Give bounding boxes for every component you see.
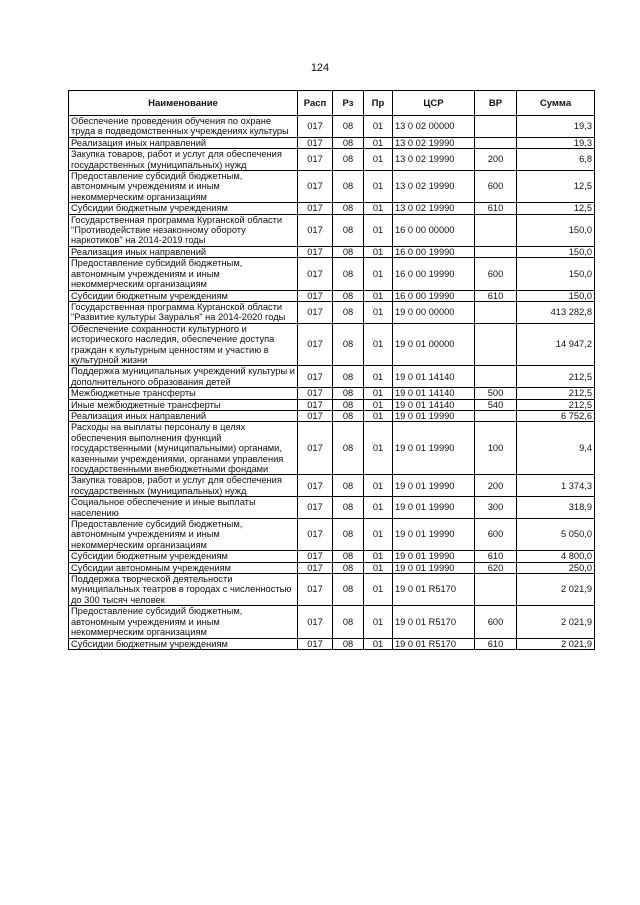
cell-name: Межбюджетные трансферты: [69, 388, 298, 399]
cell-rasp: 017: [298, 399, 333, 410]
cell-rz: 08: [333, 301, 364, 323]
cell-vr: 100: [475, 422, 517, 475]
cell-rasp: 017: [298, 246, 333, 257]
table-row: [69, 422, 595, 475]
cell-sum: 2 021,9: [517, 638, 595, 649]
cell-rz: 08: [333, 497, 364, 519]
cell-name: Субсидии бюджетным учреждениям: [69, 203, 298, 214]
cell-rasp: 017: [298, 258, 333, 290]
column-header-rasp: Расп: [298, 91, 333, 116]
cell-pr: 01: [364, 475, 393, 497]
cell-pr: 01: [364, 301, 393, 323]
cell-sum: 19,3: [517, 116, 595, 138]
cell-rz: 08: [333, 388, 364, 399]
cell-name: Обеспечение проведения обучения по охране труда в подведомственных учреждениях культуры: [69, 116, 298, 138]
cell-csr: 19 0 01 R5170: [393, 606, 475, 638]
cell-vr: 600: [475, 171, 517, 203]
cell-sum: 14 947,2: [517, 323, 595, 366]
cell-name: Государственная программа Курганской области "Противодействие незаконному обороту наркотиков" на 2014-2019 годы: [69, 214, 298, 246]
cell-csr: 19 0 01 14140: [393, 366, 475, 388]
table-row: [69, 399, 595, 410]
cell-name: Государственная программа Курганской области "Развитие культуры Зауралья" на 2014-2020 годы: [69, 301, 298, 323]
cell-rasp: 017: [298, 562, 333, 573]
cell-sum: 12,5: [517, 171, 595, 203]
cell-rz: 08: [333, 574, 364, 606]
cell-name: Закупка товаров, работ и услуг для обеспечения государственных (муниципальных) нужд: [69, 475, 298, 497]
table-row: [69, 246, 595, 257]
table-row: [69, 301, 595, 323]
cell-name: Расходы на выплаты персоналу в целях обеспечения выполнения функций государственными (муниципальными) органами, казенными учреждениями, органами управления государственными внебюджетными фондами: [69, 422, 298, 475]
cell-rz: 08: [333, 290, 364, 301]
cell-name: Предоставление субсидий бюджетным, автономным учреждениям и иным некоммерческим организациям: [69, 606, 298, 638]
cell-csr: 19 0 01 14140: [393, 388, 475, 399]
cell-name: Поддержка творческой деятельности муниципальных театров в городах с численностью до 300 тысяч человек: [69, 574, 298, 606]
cell-csr: 19 0 01 19990: [393, 519, 475, 551]
table-header-row: [69, 91, 595, 116]
cell-rz: 08: [333, 258, 364, 290]
table-row: [69, 149, 595, 171]
cell-csr: 19 0 01 19990: [393, 422, 475, 475]
cell-pr: 01: [364, 562, 393, 573]
cell-vr: 610: [475, 203, 517, 214]
cell-rasp: 017: [298, 301, 333, 323]
column-header-name: Наименование: [69, 91, 298, 116]
cell-sum: 212,5: [517, 366, 595, 388]
cell-vr: 300: [475, 497, 517, 519]
cell-rasp: 017: [298, 388, 333, 399]
cell-pr: 01: [364, 214, 393, 246]
cell-name: Закупка товаров, работ и услуг для обеспечения государственных (муниципальных) нужд: [69, 149, 298, 171]
table-row: [69, 366, 595, 388]
cell-rz: 08: [333, 519, 364, 551]
cell-sum: 1 374,3: [517, 475, 595, 497]
cell-vr: 540: [475, 399, 517, 410]
cell-rasp: 017: [298, 497, 333, 519]
cell-rz: 08: [333, 551, 364, 562]
cell-pr: 01: [364, 574, 393, 606]
cell-vr: 600: [475, 519, 517, 551]
table-body: [69, 116, 595, 650]
table-row: [69, 551, 595, 562]
cell-vr: [475, 410, 517, 421]
cell-pr: 01: [364, 638, 393, 649]
cell-sum: 150,0: [517, 246, 595, 257]
cell-pr: 01: [364, 422, 393, 475]
cell-csr: 19 0 01 14140: [393, 399, 475, 410]
cell-vr: [475, 323, 517, 366]
cell-vr: 600: [475, 606, 517, 638]
table-row: [69, 258, 595, 290]
table-row: [69, 519, 595, 551]
cell-vr: [475, 246, 517, 257]
cell-name: Социальное обеспечение и иные выплаты населению: [69, 497, 298, 519]
table-row: [69, 137, 595, 148]
cell-rasp: 017: [298, 116, 333, 138]
cell-name: Реализация иных направлений: [69, 410, 298, 421]
cell-rz: 08: [333, 137, 364, 148]
cell-rz: 08: [333, 149, 364, 171]
cell-pr: 01: [364, 116, 393, 138]
cell-rasp: 017: [298, 638, 333, 649]
cell-csr: 19 0 01 19990: [393, 475, 475, 497]
cell-csr: 16 0 00 19990: [393, 290, 475, 301]
budget-table: [68, 90, 595, 650]
cell-pr: 01: [364, 149, 393, 171]
cell-pr: 01: [364, 519, 393, 551]
cell-pr: 01: [364, 323, 393, 366]
cell-pr: 01: [364, 388, 393, 399]
cell-rasp: 017: [298, 214, 333, 246]
cell-sum: 150,0: [517, 290, 595, 301]
cell-sum: 19,3: [517, 137, 595, 148]
cell-pr: 01: [364, 606, 393, 638]
cell-csr: 19 0 01 19990: [393, 562, 475, 573]
cell-pr: 01: [364, 399, 393, 410]
cell-sum: 212,5: [517, 388, 595, 399]
table-row: [69, 475, 595, 497]
cell-pr: 01: [364, 203, 393, 214]
cell-name: Предоставление субсидий бюджетным, автономным учреждениям и иным некоммерческим организациям: [69, 258, 298, 290]
cell-rasp: 017: [298, 323, 333, 366]
cell-name: Предоставление субсидий бюджетным, автономным учреждениям и иным некоммерческим организациям: [69, 171, 298, 203]
cell-name: Субсидии бюджетным учреждениям: [69, 638, 298, 649]
cell-csr: 13 0 02 19990: [393, 137, 475, 148]
cell-name: Субсидии автономным учреждениям: [69, 562, 298, 573]
cell-sum: 6 752,6: [517, 410, 595, 421]
cell-rz: 08: [333, 366, 364, 388]
column-header-rz: Рз: [333, 91, 364, 116]
cell-csr: 13 0 02 19990: [393, 171, 475, 203]
table-row: [69, 290, 595, 301]
cell-csr: 19 0 01 19990: [393, 497, 475, 519]
cell-rasp: 017: [298, 551, 333, 562]
cell-rz: 08: [333, 203, 364, 214]
table-row: [69, 606, 595, 638]
cell-pr: 01: [364, 366, 393, 388]
table-row: [69, 171, 595, 203]
cell-sum: 413 282,8: [517, 301, 595, 323]
cell-csr: 19 0 01 00000: [393, 323, 475, 366]
cell-rz: 08: [333, 171, 364, 203]
cell-csr: 16 0 00 19990: [393, 258, 475, 290]
cell-rasp: 017: [298, 410, 333, 421]
cell-pr: 01: [364, 410, 393, 421]
cell-rz: 08: [333, 638, 364, 649]
cell-sum: 4 800,0: [517, 551, 595, 562]
cell-csr: 16 0 00 00000: [393, 214, 475, 246]
cell-sum: 150,0: [517, 214, 595, 246]
table-row: [69, 323, 595, 366]
cell-rz: 08: [333, 410, 364, 421]
cell-rasp: 017: [298, 137, 333, 148]
cell-pr: 01: [364, 246, 393, 257]
cell-name: Предоставление субсидий бюджетным, автономным учреждениям и иным некоммерческим организациям: [69, 519, 298, 551]
page-number: 124: [310, 62, 330, 74]
cell-vr: [475, 116, 517, 138]
cell-vr: [475, 137, 517, 148]
cell-vr: 620: [475, 562, 517, 573]
cell-sum: 9,4: [517, 422, 595, 475]
cell-vr: [475, 214, 517, 246]
cell-sum: 12,5: [517, 203, 595, 214]
cell-csr: 13 0 02 19990: [393, 149, 475, 171]
table-row: [69, 116, 595, 138]
cell-sum: 5 050,0: [517, 519, 595, 551]
cell-csr: 16 0 00 19990: [393, 246, 475, 257]
column-header-pr: Пр: [364, 91, 393, 116]
cell-vr: [475, 301, 517, 323]
cell-rz: 08: [333, 399, 364, 410]
cell-rz: 08: [333, 116, 364, 138]
cell-sum: 212,5: [517, 399, 595, 410]
cell-vr: 600: [475, 258, 517, 290]
cell-rasp: 017: [298, 519, 333, 551]
table-row: [69, 562, 595, 573]
cell-rasp: 017: [298, 366, 333, 388]
cell-rz: 08: [333, 422, 364, 475]
cell-pr: 01: [364, 258, 393, 290]
cell-rasp: 017: [298, 574, 333, 606]
table-row: [69, 388, 595, 399]
cell-sum: 318,9: [517, 497, 595, 519]
cell-rz: 08: [333, 323, 364, 366]
cell-name: Обеспечение сохранности культурного и исторического наследия, обеспечение доступа граждан к культурным ценностям и участию в культурной жизни: [69, 323, 298, 366]
cell-vr: 500: [475, 388, 517, 399]
cell-pr: 01: [364, 497, 393, 519]
table-row: [69, 214, 595, 246]
cell-vr: [475, 366, 517, 388]
cell-csr: 19 0 01 R5170: [393, 574, 475, 606]
cell-sum: 250,0: [517, 562, 595, 573]
cell-vr: [475, 574, 517, 606]
cell-csr: 19 0 00 00000: [393, 301, 475, 323]
cell-vr: 200: [475, 475, 517, 497]
cell-rasp: 017: [298, 203, 333, 214]
cell-sum: 2 021,9: [517, 574, 595, 606]
cell-pr: 01: [364, 551, 393, 562]
cell-name: Субсидии бюджетным учреждениям: [69, 551, 298, 562]
column-header-vr: ВР: [475, 91, 517, 116]
cell-csr: 19 0 01 19990: [393, 551, 475, 562]
cell-rz: 08: [333, 246, 364, 257]
cell-rasp: 017: [298, 422, 333, 475]
cell-rasp: 017: [298, 475, 333, 497]
cell-csr: 19 0 01 19990: [393, 410, 475, 421]
cell-sum: 6,8: [517, 149, 595, 171]
cell-pr: 01: [364, 171, 393, 203]
cell-name: Поддержка муниципальных учреждений культуры и дополнительного образования детей: [69, 366, 298, 388]
table-row: [69, 574, 595, 606]
column-header-csr: ЦСР: [393, 91, 475, 116]
cell-rasp: 017: [298, 149, 333, 171]
cell-csr: 13 0 02 00000: [393, 116, 475, 138]
cell-rz: 08: [333, 475, 364, 497]
cell-vr: 610: [475, 290, 517, 301]
cell-rasp: 017: [298, 606, 333, 638]
cell-name: Иные межбюджетные трансферты: [69, 399, 298, 410]
cell-sum: 2 021,9: [517, 606, 595, 638]
cell-sum: 150,0: [517, 258, 595, 290]
table-row: [69, 638, 595, 649]
table-row: [69, 203, 595, 214]
cell-rz: 08: [333, 214, 364, 246]
cell-name: Реализация иных направлений: [69, 246, 298, 257]
cell-vr: 610: [475, 551, 517, 562]
cell-name: Субсидии бюджетным учреждениям: [69, 290, 298, 301]
cell-vr: 610: [475, 638, 517, 649]
table-row: [69, 410, 595, 421]
cell-pr: 01: [364, 290, 393, 301]
cell-pr: 01: [364, 137, 393, 148]
cell-rasp: 017: [298, 290, 333, 301]
cell-csr: 19 0 01 R5170: [393, 638, 475, 649]
cell-rasp: 017: [298, 171, 333, 203]
cell-csr: 13 0 02 19990: [393, 203, 475, 214]
cell-rz: 08: [333, 562, 364, 573]
cell-rz: 08: [333, 606, 364, 638]
column-header-sum: Сумма: [517, 91, 595, 116]
table-row: [69, 497, 595, 519]
cell-name: Реализация иных направлений: [69, 137, 298, 148]
cell-vr: 200: [475, 149, 517, 171]
